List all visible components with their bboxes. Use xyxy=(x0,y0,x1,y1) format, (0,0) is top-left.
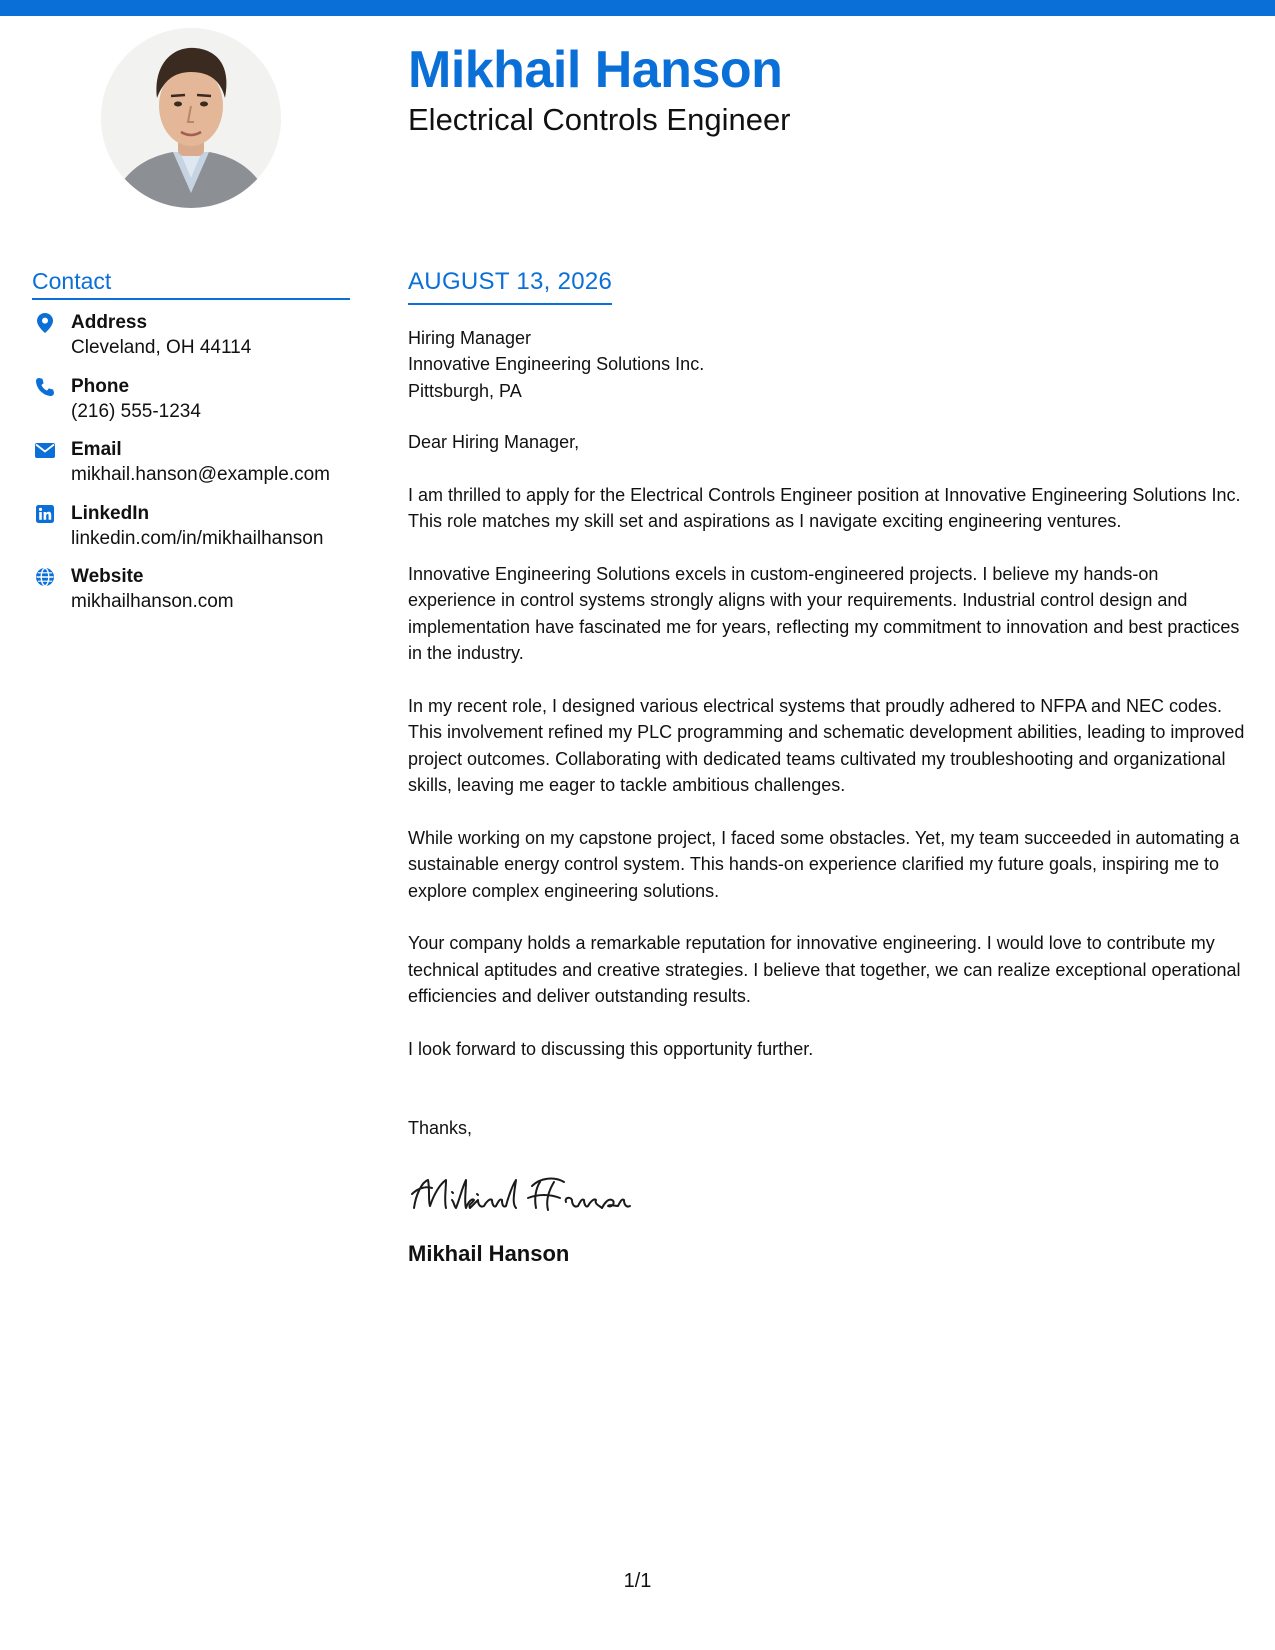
contact-item-phone xyxy=(32,375,362,439)
salutation: Dear Hiring Manager, xyxy=(408,432,580,453)
recipient-line: Innovative Engineering Solutions Inc. xyxy=(408,354,705,375)
contact-value: linkedin.com/in/mikhailhanson xyxy=(71,527,324,549)
body-paragraph: Your company holds a remarkable reputation for innovative engineering. I would love to contribute my technical aptitudes and creative strategies. I believe that together, we can realize exceptional operational efficiencies and deliver outstanding results. xyxy=(408,933,1241,1007)
contact-value: mikhailhanson.com xyxy=(71,591,234,612)
body-paragraph: I am thrilled to apply for the Electrical Controls Engineer position at Innovative Engineering Solutions Inc. This role matches my skill set and aspirations as I navigate exciting engineering ventures. xyxy=(408,484,1241,532)
contact-label: LinkedIn xyxy=(71,502,150,524)
applicant-name: Mikhail Hanson xyxy=(408,41,783,99)
contact-heading: Contact xyxy=(32,268,350,300)
recipient-block xyxy=(408,325,1248,405)
closing: Thanks, xyxy=(408,1118,473,1139)
linkedin-icon xyxy=(32,502,58,526)
portrait-image xyxy=(101,28,281,208)
contact-value: (216) 555-1234 xyxy=(71,400,201,422)
top-accent-bar xyxy=(0,0,1275,16)
body-paragraph: In my recent role, I designed various electrical systems that proudly adhered to NFPA and NEC codes. This involvement refined my PLC programming and schematic development abilities, leading to improved project outcomes. Collaborating with dedicated teams cultivated my troubleshooting and organizational skills, leaving me eager to tackle ambitious challenges. xyxy=(408,695,1245,796)
contact-label: Email xyxy=(71,439,122,460)
contact-value: Cleveland, OH 44114 xyxy=(71,337,252,358)
map-pin-icon xyxy=(32,311,58,335)
contact-item-email xyxy=(32,438,362,502)
contact-list xyxy=(32,311,362,629)
handwritten-signature xyxy=(408,1168,1248,1220)
letter-date: AUGUST 13, 2026 xyxy=(408,268,612,305)
contact-item-linkedin xyxy=(32,502,362,566)
job-title: Electrical Controls Engineer xyxy=(408,102,791,137)
body-paragraph: Innovative Engineering Solutions excels in custom-engineered projects. I believe my hands-on experience in control systems strongly aligns with your requirements. Industrial control design and implementation have fascinated me for years, reflecting my commitment to innovation and best practices in the industry. xyxy=(408,563,1240,664)
page-number: 1/1 xyxy=(623,1570,652,1592)
signer-name: Mikhail Hanson xyxy=(408,1240,570,1266)
recipient-line: Hiring Manager xyxy=(408,327,532,348)
phone-icon xyxy=(32,375,58,399)
contact-value: mikhail.hanson@example.com xyxy=(71,464,331,485)
contact-item-address xyxy=(32,311,362,375)
contact-label: Website xyxy=(71,566,144,587)
contact-label: Address xyxy=(71,312,148,333)
body-paragraph: I look forward to discussing this opportunity further. xyxy=(408,1038,814,1059)
contact-label: Phone xyxy=(71,375,130,397)
envelope-icon xyxy=(32,438,58,462)
globe-icon xyxy=(32,565,58,589)
recipient-line: Pittsburgh, PA xyxy=(408,380,522,401)
profile-photo xyxy=(101,28,281,208)
body-paragraph: While working on my capstone project, I faced some obstacles. Yet, my team succeeded in automating a sustainable energy control system. This hands-on experience clarified my future goals, inspiring me to explore complex engineering solutions. xyxy=(408,827,1240,901)
letter-body xyxy=(408,268,1248,1267)
contact-item-website xyxy=(32,565,362,629)
